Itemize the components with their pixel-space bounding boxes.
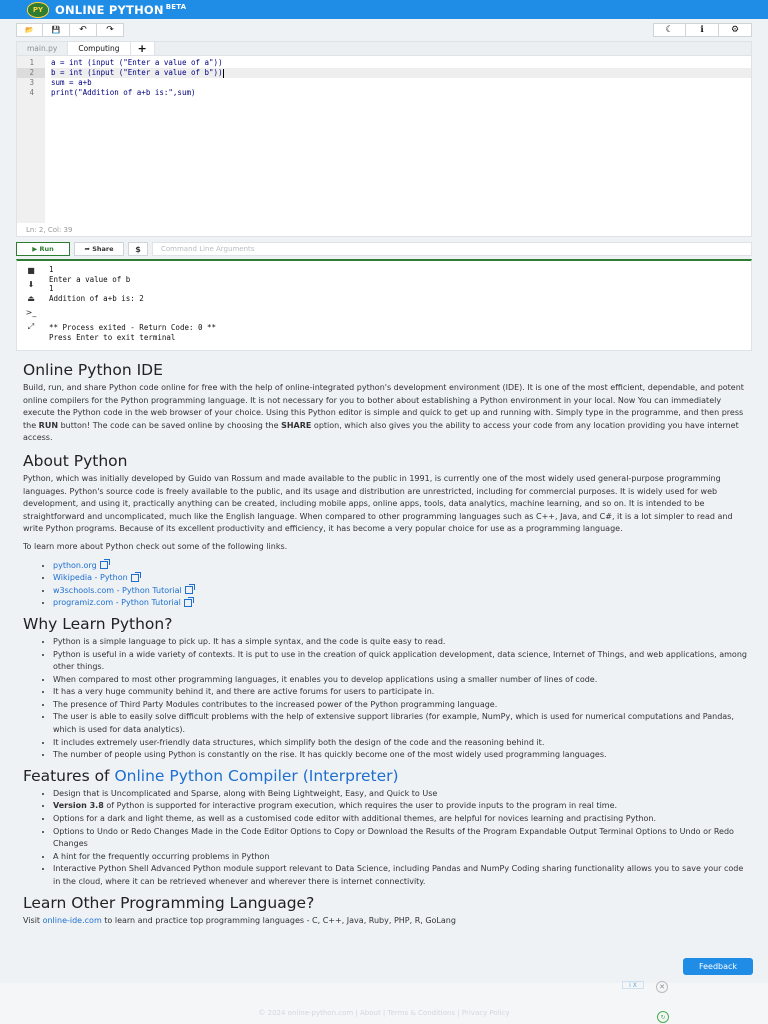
run-button[interactable]: ▶ Run bbox=[16, 242, 70, 256]
output-line: Addition of a+b is: 2 bbox=[49, 294, 144, 304]
external-link-icon bbox=[131, 574, 139, 582]
list-item: • It includes extremely user-friendly data structures, which simplify both the design of the code and the reasoning behind it. bbox=[53, 737, 748, 750]
tab-main-py[interactable]: main.py bbox=[17, 42, 68, 55]
undo-button[interactable] bbox=[70, 23, 97, 37]
code-area[interactable] bbox=[17, 56, 751, 223]
list-item: • Options for a dark and light theme, as well as a customised code editor with additional themes, are helpful for novices learning and practising Python. bbox=[53, 813, 748, 826]
about-paragraph: Python, which was initially developed by Guido van Rossum and made available to the public in 1991, is currently one of the most widely used general-purpose programming languages. Python's source code is freely available to the public, and its usage and distribution are unrestricted, including for commercial purposes. It is widely used for web development, and using it, practically anything can be created, including mobile apps, online apps, tools, data analytics, machine learning, and so on. It is intended to be straightforward and uncomplicated, much like the English language. When compared to other programming languages such as C++, Java, and C#, it is a lot simpler to read and write Python programs. Because of its excellent productivity and efficiency, it has become a very popular choice for use as a programming language. bbox=[23, 473, 733, 534]
tab-computing[interactable]: Computing bbox=[68, 42, 130, 55]
external-link-icon bbox=[184, 599, 192, 607]
terminal-actions bbox=[17, 261, 45, 350]
close-ad-icon[interactable]: ✕ bbox=[656, 981, 668, 993]
python-links-list bbox=[53, 560, 748, 610]
link-python-org[interactable]: python.org bbox=[53, 560, 97, 570]
code-line[interactable]: sum = a+b bbox=[51, 78, 92, 87]
stdin-toggle-button[interactable]: $ bbox=[128, 242, 148, 256]
code-lines[interactable] bbox=[45, 56, 751, 223]
article-content bbox=[23, 358, 748, 927]
app-title[interactable]: ONLINE PYTHON $^{BETA}$ bbox=[55, 2, 187, 17]
list-item: • When compared to most other programming languages, it enables you to develop applications using a smaller number of lines of code. bbox=[53, 674, 748, 687]
settings-toolbar bbox=[653, 23, 752, 37]
info-button[interactable] bbox=[686, 23, 719, 37]
code-line[interactable]: a = int (input ("Enter a value of a")) bbox=[51, 58, 223, 67]
line-number: 3 bbox=[29, 78, 34, 87]
code-editor bbox=[16, 41, 752, 237]
output-line: 1 bbox=[49, 284, 54, 294]
online-ide-link[interactable]: online-ide.com bbox=[42, 915, 102, 925]
terminal-output[interactable] bbox=[45, 261, 751, 350]
list-item: • The number of people using Python is constantly on the rise. It has quickly become one of the most widely used programming languages. bbox=[53, 749, 748, 762]
line-number: 4 bbox=[29, 88, 34, 97]
line-number-gutter bbox=[17, 56, 45, 223]
link-wikipedia[interactable]: Wikipedia - Python bbox=[53, 573, 128, 583]
features-list bbox=[53, 788, 748, 889]
external-link-icon bbox=[185, 586, 193, 594]
theme-toggle-button[interactable] bbox=[653, 23, 686, 37]
refresh-icon[interactable]: ↻ bbox=[657, 1011, 669, 1023]
expand-icon[interactable]: ⤢ bbox=[27, 322, 35, 331]
folder-open-icon: 📂 bbox=[25, 26, 34, 34]
link-programiz[interactable]: programiz.com - Python Tutorial bbox=[53, 598, 181, 608]
list-item: • Design that is Uncomplicated and Sparse, along with Being Lightweight, Easy, and Quick to Use bbox=[53, 788, 748, 801]
list-item bbox=[53, 585, 748, 598]
run-bar bbox=[16, 242, 752, 256]
other-languages-heading: Learn Other Programming Language? bbox=[23, 893, 315, 912]
output-line bbox=[49, 304, 751, 314]
line-number: 1 bbox=[29, 58, 34, 67]
other-languages-text: Visit online-ide.com to learn and practice top programming languages - C, C++, Java, Ruby, PHP, R, GoLang bbox=[23, 915, 456, 925]
output-line: Enter a value of b bbox=[49, 274, 131, 284]
command-line-args-input[interactable]: Command Line Arguments bbox=[152, 242, 752, 256]
features-link[interactable]: Online Python Compiler (Interpreter) bbox=[114, 766, 399, 785]
external-link-icon bbox=[100, 561, 108, 569]
why-list bbox=[53, 636, 748, 762]
list-item: • Interactive Python Shell Advanced Python module support relevant to Data Science, including Pandas and NumPy Coding sharing functionality allows you to save your code in the cloud, where it can be retrieved whenever and wherever there is internet connectivity. bbox=[53, 863, 748, 888]
save-button[interactable] bbox=[43, 23, 70, 37]
save-icon: 💾 bbox=[51, 26, 61, 34]
list-item: • Python is useful in a wide variety of contexts. It is put to use in the creation of quick application development, data science, Internet of Things, and web applications, among other things. bbox=[53, 649, 748, 674]
redo-icon: ↷ bbox=[106, 25, 114, 35]
stop-icon[interactable]: ■ bbox=[27, 266, 35, 275]
beta-badge: BETA bbox=[165, 2, 187, 11]
eject-icon[interactable]: ⏏ bbox=[27, 294, 35, 303]
why-heading: Why Learn Python? bbox=[23, 614, 173, 633]
output-terminal bbox=[16, 259, 752, 351]
list-item: • Python is a simple language to pick up. It has a simple syntax, and the code is quite easy to read. bbox=[53, 636, 748, 649]
settings-icon: ⚙ bbox=[730, 25, 740, 35]
shell-icon[interactable]: >_ bbox=[25, 308, 37, 317]
output-line: ** Process exited - Return Code: 0 ** bbox=[49, 323, 217, 333]
list-item bbox=[53, 597, 748, 610]
ad-choices-icon[interactable]: i X bbox=[622, 981, 644, 989]
list-item: • The presence of Third Party Modules contributes to the increased power of the Python programming language. bbox=[53, 699, 748, 712]
download-icon[interactable]: ⬇ bbox=[27, 280, 35, 289]
open-file-button[interactable] bbox=[16, 23, 43, 37]
code-line-text: b = int (input ("Enter a value of b")) bbox=[51, 68, 223, 77]
footer-text: © 2024 online-python.com | About | Terms & Conditions | Privacy Policy bbox=[258, 1009, 510, 1017]
share-button[interactable]: ➦ Share bbox=[74, 242, 124, 256]
list-item: • A hint for the frequently occurring problems in Python bbox=[53, 851, 748, 864]
list-item: • The user is able to easily solve difficult problems with the help of extensive support libraries (for example, NumPy, which is used for numerical computations and Pandas, which is used for data analytics). bbox=[53, 711, 748, 736]
learn-more-text: To learn more about Python check out some of the following links. bbox=[23, 541, 288, 551]
undo-icon: ↶ bbox=[79, 25, 87, 35]
redo-button[interactable] bbox=[97, 23, 124, 37]
link-w3schools[interactable]: w3schools.com - Python Tutorial bbox=[53, 585, 182, 595]
code-line[interactable]: print("Addition of a+b is:",sum) bbox=[51, 88, 196, 97]
features-heading: Features of Online Python Compiler (Interpreter) bbox=[23, 766, 399, 785]
about-heading: About Python bbox=[23, 451, 128, 470]
cursor-position-status: Ln: 2, Col: 39 bbox=[26, 226, 73, 234]
editor-tabs bbox=[17, 42, 751, 56]
list-item: • It has a very huge community behind it, and there are active forums for users to participate in. bbox=[53, 686, 748, 699]
list-item bbox=[53, 560, 748, 573]
feedback-button[interactable]: Feedback bbox=[683, 958, 753, 975]
text-cursor bbox=[223, 69, 224, 78]
list-item: • Options to Undo or Redo Changes Made in the Code Editor Options to Copy or Download the Results of the Program Expandable Output Terminal Options to Undo or Redo Changes bbox=[53, 826, 748, 851]
list-item bbox=[53, 572, 748, 585]
file-toolbar bbox=[16, 23, 124, 37]
settings-button[interactable] bbox=[719, 23, 752, 37]
footer bbox=[0, 983, 768, 1024]
list-item: • Version 3.8 of Python is supported for interactive program execution, which requires the user to provide inputs to the program in real time. bbox=[53, 800, 748, 813]
info-icon: ℹ bbox=[700, 25, 704, 35]
output-line: Press Enter to exit terminal bbox=[49, 332, 176, 342]
ide-heading: Online Python IDE bbox=[23, 361, 163, 379]
line-number: 2 bbox=[17, 68, 45, 78]
output-line: 1 bbox=[49, 265, 54, 274]
ide-paragraph: Build, run, and share Python code online for free with the help of online-integrated python's development environment (IDE). It is one of the most efficient, dependable, and potent online compilers for the Python programming language. It is not necessary for you to bother about establishing a Python environment in your local. Now You can immediately execute the Python code in the web browser of your choice. Using this Python editor is simple and quick to get up and running with. Simply type in the programme, and then press the RUN button! The code can be saved online by choosing the SHARE option, which also gives you the ability to access your code from any location providing you have internet access. bbox=[23, 383, 744, 443]
add-tab-button[interactable]: + bbox=[131, 42, 155, 55]
code-line-current[interactable] bbox=[51, 68, 751, 78]
top-navbar bbox=[0, 0, 768, 19]
python-logo[interactable]: PY bbox=[27, 2, 49, 18]
moon-icon: ☾ bbox=[665, 25, 674, 35]
output-line bbox=[49, 313, 751, 323]
